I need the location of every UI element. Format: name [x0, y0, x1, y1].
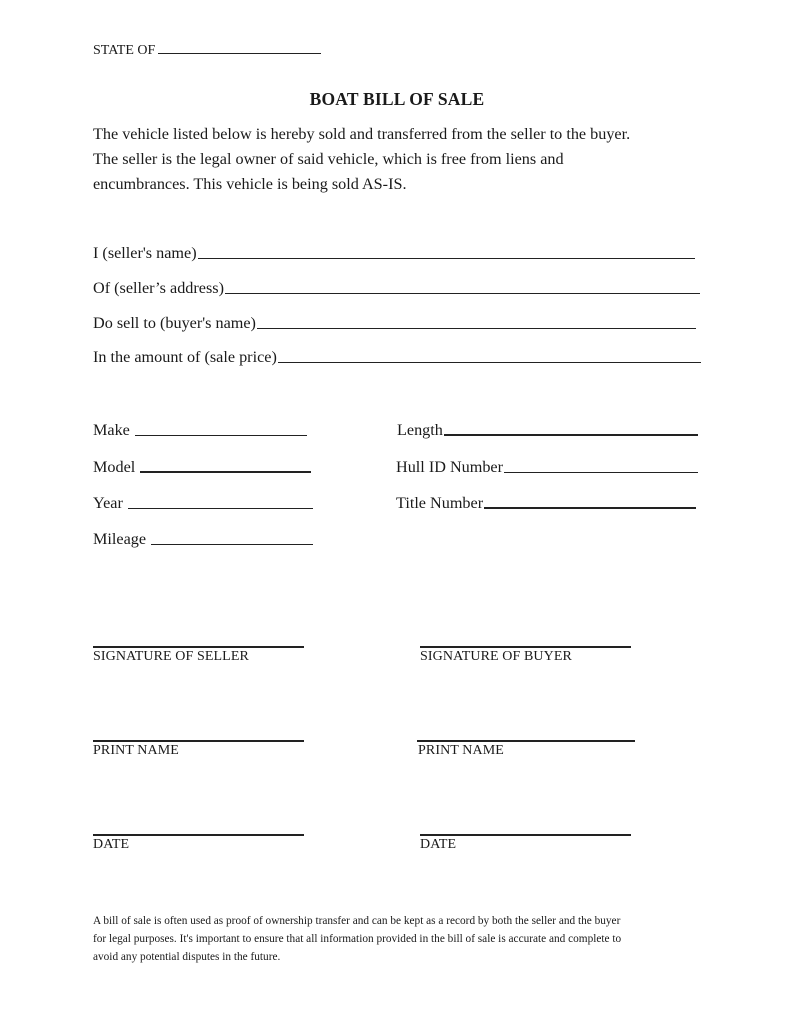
seller-address-field — [93, 276, 700, 298]
seller-date-label: DATE — [93, 837, 130, 852]
buyer-name-label: Do sell to (buyer's name) — [93, 314, 256, 332]
document-title: BOAT BILL OF SALE — [309, 89, 485, 109]
buyer-date-line[interactable] — [420, 834, 631, 836]
seller-signature-line[interactable] — [93, 646, 304, 648]
intro-line: encumbrances. This vehicle is being sold AS-IS. — [93, 175, 407, 193]
make-blank[interactable] — [135, 435, 307, 436]
buyer-date-label: DATE — [420, 837, 457, 852]
title-number-field — [396, 491, 696, 513]
sale-price-field — [93, 345, 701, 367]
length-blank[interactable] — [444, 434, 698, 436]
footer-note — [93, 912, 707, 966]
make-field — [93, 418, 307, 440]
make-label: Make — [93, 421, 130, 439]
year-label: Year — [93, 494, 123, 512]
hull-id-field — [396, 455, 698, 477]
buyer-print-name-label: PRINT NAME — [418, 743, 504, 758]
model-label: Model — [93, 458, 136, 476]
mileage-label: Mileage — [93, 530, 147, 548]
intro-line: The seller is the legal owner of said vehicle, which is free from liens and — [93, 150, 564, 168]
footer-line: for legal purposes. It's important to ensure that all information provided in the bill of sale is accurate and complete to — [93, 933, 622, 945]
seller-print-name-line[interactable] — [93, 740, 304, 742]
footer-line: A bill of sale is often used as proof of ownership transfer and can be kept as a record by both the seller and the buyer — [93, 915, 621, 927]
footer-line: avoid any potential disputes in the future. — [93, 951, 281, 963]
title-number-label: Title Number — [396, 494, 484, 512]
sale-price-label: In the amount of (sale price) — [93, 348, 277, 366]
year-field — [93, 491, 313, 513]
length-label: Length — [397, 421, 443, 439]
buyer-print-name-line[interactable] — [417, 740, 635, 742]
seller-address-label: Of (seller’s address) — [93, 279, 224, 297]
seller-signature-label: SIGNATURE OF SELLER — [93, 649, 249, 664]
model-blank[interactable] — [140, 471, 311, 473]
seller-address-blank[interactable] — [225, 293, 700, 294]
buyer-name-field — [93, 311, 696, 333]
hull-id-label: Hull ID Number — [396, 458, 503, 476]
buyer-signature-label: SIGNATURE OF BUYER — [420, 649, 572, 664]
year-blank[interactable] — [128, 508, 313, 509]
mileage-blank[interactable] — [151, 544, 313, 545]
length-field — [397, 418, 698, 440]
intro-paragraph — [93, 122, 703, 197]
seller-name-blank[interactable] — [198, 258, 695, 259]
seller-name-label: I (seller's name) — [93, 244, 197, 262]
state-of-blank[interactable] — [158, 41, 321, 54]
sale-price-blank[interactable] — [278, 362, 701, 363]
buyer-name-blank[interactable] — [257, 328, 696, 329]
hull-id-blank[interactable] — [504, 472, 698, 473]
buyer-signature-line[interactable] — [420, 646, 631, 648]
mileage-field — [93, 527, 313, 549]
intro-line: The vehicle listed below is hereby sold and transferred from the seller to the buyer. — [93, 125, 631, 143]
seller-name-field — [93, 241, 695, 263]
model-field — [93, 455, 311, 477]
state-of-label: STATE OF — [93, 43, 156, 58]
title-number-blank[interactable] — [484, 507, 696, 509]
seller-date-line[interactable] — [93, 834, 304, 836]
seller-print-name-label: PRINT NAME — [93, 743, 179, 758]
state-of-field — [93, 41, 321, 59]
